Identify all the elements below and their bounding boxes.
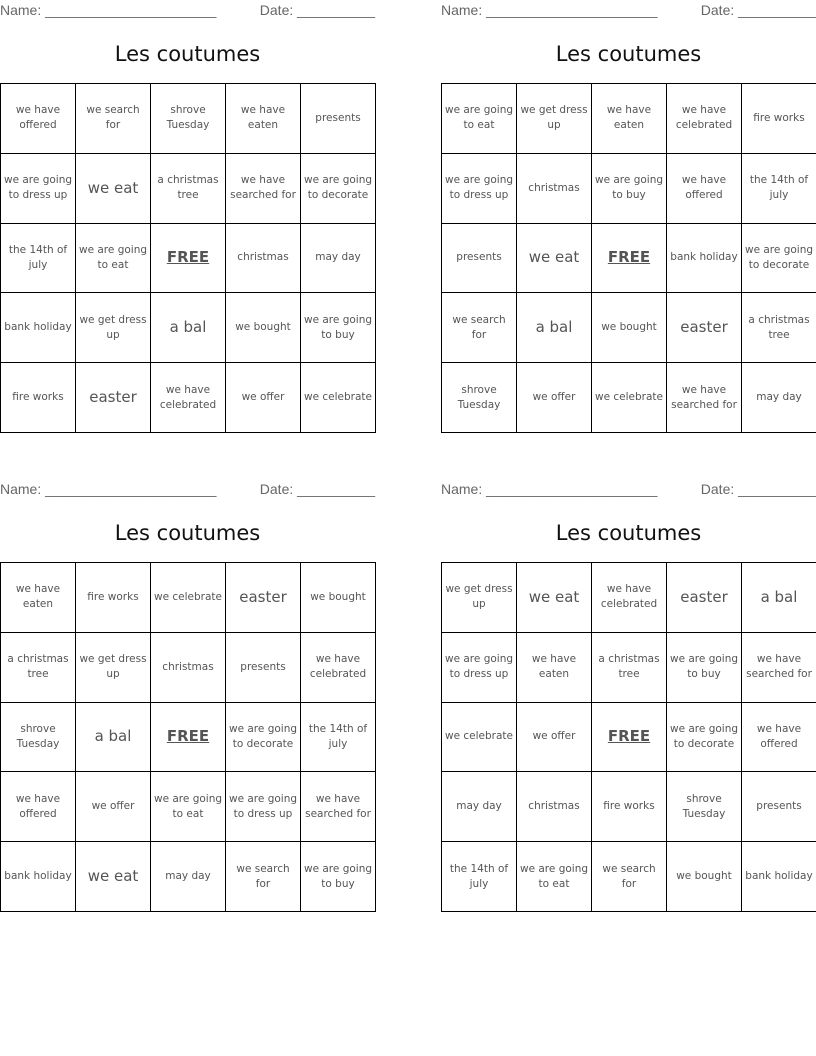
bingo-cell: fire works xyxy=(592,772,667,842)
bingo-cell: we have searched for xyxy=(667,363,742,433)
bingo-cell: we bought xyxy=(667,842,742,912)
grid-row xyxy=(442,563,816,633)
bingo-cell: fire works xyxy=(1,363,76,433)
grid-row xyxy=(442,363,816,433)
card-title: Les coutumes xyxy=(114,42,261,66)
bingo-cell: we have offered xyxy=(1,84,76,154)
bingo-cell: the 14th of july xyxy=(301,702,376,772)
bingo-cell: we offer xyxy=(76,772,151,842)
grid-row xyxy=(1,563,376,633)
bingo-cell: shrove Tuesday xyxy=(667,772,742,842)
bingo-cell: presents xyxy=(226,632,301,702)
bingo-cell: fire works xyxy=(742,84,816,154)
bingo-cell: we celebrate xyxy=(151,563,226,633)
grid-row xyxy=(442,632,816,702)
bingo-cell: we are going to eat xyxy=(442,84,517,154)
grid-row xyxy=(442,772,816,842)
bingo-cell: easter xyxy=(76,363,151,433)
bingo-grid xyxy=(0,562,376,912)
bingo-cell: presents xyxy=(742,772,816,842)
bingo-cell: we are going to dress up xyxy=(442,632,517,702)
bingo-cell: we get dress up xyxy=(76,293,151,363)
bingo-cell: may day xyxy=(442,772,517,842)
bingo-cell: we have celebrated xyxy=(151,363,226,433)
date-field[interactable]: Date: __________ xyxy=(259,2,375,18)
bingo-cell: the 14th of july xyxy=(442,842,517,912)
date-field[interactable]: Date: __________ xyxy=(700,481,816,497)
bingo-cell: a bal xyxy=(517,293,592,363)
bingo-cell: fire works xyxy=(76,563,151,633)
bingo-cell: we are going to dress up xyxy=(1,153,76,223)
bingo-cell: bank holiday xyxy=(1,293,76,363)
bingo-cell: we are going to eat xyxy=(151,772,226,842)
card-title: Les coutumes xyxy=(555,42,702,66)
bingo-cell: we eat xyxy=(76,842,151,912)
name-date-line xyxy=(0,2,375,22)
bingo-cell: a christmas tree xyxy=(151,153,226,223)
bingo-cell: we offer xyxy=(517,702,592,772)
bingo-cell: we eat xyxy=(517,223,592,293)
bingo-cell: bank holiday xyxy=(1,842,76,912)
bingo-cell: the 14th of july xyxy=(1,223,76,293)
bingo-cell: we are going to decorate xyxy=(301,153,376,223)
bingo-cell: christmas xyxy=(517,153,592,223)
grid-row xyxy=(442,223,816,293)
bingo-cell: may day xyxy=(151,842,226,912)
free-space: FREE xyxy=(592,702,667,772)
card-title: Les coutumes xyxy=(114,521,261,545)
bingo-cell: may day xyxy=(301,223,376,293)
bingo-cell: we bought xyxy=(301,563,376,633)
bingo-cell: we are going to buy xyxy=(301,842,376,912)
bingo-cell: bank holiday xyxy=(667,223,742,293)
bingo-cell: we are going to decorate xyxy=(667,702,742,772)
grid-row xyxy=(1,223,376,293)
bingo-cell: we are going to dress up xyxy=(442,153,517,223)
bingo-cell: christmas xyxy=(517,772,592,842)
bingo-cell: we celebrate xyxy=(592,363,667,433)
bingo-cell: we are going to buy xyxy=(592,153,667,223)
bingo-cell: we have celebrated xyxy=(667,84,742,154)
bingo-cell: we are going to buy xyxy=(667,632,742,702)
bingo-cell: christmas xyxy=(226,223,301,293)
grid-row xyxy=(1,842,376,912)
bingo-cell: a christmas tree xyxy=(1,632,76,702)
bingo-cell: we bought xyxy=(592,293,667,363)
name-date-line xyxy=(0,481,375,501)
grid-row xyxy=(1,632,376,702)
bingo-cell: we search for xyxy=(442,293,517,363)
bingo-grid xyxy=(441,562,816,912)
name-field[interactable]: Name: ______________________ xyxy=(441,481,658,497)
bingo-cell: we are going to decorate xyxy=(742,223,816,293)
grid-row xyxy=(1,293,376,363)
bingo-cell: we have eaten xyxy=(517,632,592,702)
bingo-cell: shrove Tuesday xyxy=(151,84,226,154)
bingo-cell: we have searched for xyxy=(742,632,816,702)
bingo-cell: we have searched for xyxy=(226,153,301,223)
bingo-cell: we get dress up xyxy=(76,632,151,702)
bingo-grid xyxy=(0,83,376,433)
bingo-cell: bank holiday xyxy=(742,842,816,912)
grid-row xyxy=(1,702,376,772)
bingo-cell: easter xyxy=(667,293,742,363)
bingo-cell: we have offered xyxy=(1,772,76,842)
grid-row xyxy=(1,772,376,842)
bingo-cell: we search for xyxy=(76,84,151,154)
bingo-cell: we search for xyxy=(592,842,667,912)
bingo-cell: we have eaten xyxy=(1,563,76,633)
bingo-cell: easter xyxy=(667,563,742,633)
bingo-cell: we eat xyxy=(76,153,151,223)
bingo-cell: we are going to eat xyxy=(76,223,151,293)
card-title: Les coutumes xyxy=(555,521,702,545)
free-space: FREE xyxy=(592,223,667,293)
bingo-cell: a bal xyxy=(76,702,151,772)
bingo-cell: the 14th of july xyxy=(742,153,816,223)
grid-row xyxy=(1,84,376,154)
bingo-cell: shrove Tuesday xyxy=(1,702,76,772)
name-date-line xyxy=(441,2,816,22)
bingo-cell: we have celebrated xyxy=(301,632,376,702)
grid-row xyxy=(442,153,816,223)
bingo-cell: we have searched for xyxy=(301,772,376,842)
grid-row xyxy=(1,363,376,433)
bingo-cell: we eat xyxy=(517,563,592,633)
bingo-cell: we have offered xyxy=(742,702,816,772)
grid-row xyxy=(442,842,816,912)
bingo-grid xyxy=(441,83,816,433)
bingo-cell: we offer xyxy=(226,363,301,433)
grid-row xyxy=(442,84,816,154)
bingo-cell: we celebrate xyxy=(301,363,376,433)
grid-row xyxy=(442,293,816,363)
bingo-cell: a christmas tree xyxy=(742,293,816,363)
bingo-cell: easter xyxy=(226,563,301,633)
bingo-cell: we bought xyxy=(226,293,301,363)
date-field[interactable]: Date: __________ xyxy=(259,481,375,497)
bingo-cell: we have eaten xyxy=(592,84,667,154)
bingo-cell: we search for xyxy=(226,842,301,912)
bingo-cell: we are going to dress up xyxy=(226,772,301,842)
free-space: FREE xyxy=(151,223,226,293)
bingo-cell: presents xyxy=(442,223,517,293)
date-field[interactable]: Date: __________ xyxy=(700,2,816,18)
bingo-cell: shrove Tuesday xyxy=(442,363,517,433)
bingo-cell: we celebrate xyxy=(442,702,517,772)
free-space: FREE xyxy=(151,702,226,772)
name-field[interactable]: Name: ______________________ xyxy=(0,2,217,18)
grid-row xyxy=(442,702,816,772)
bingo-cell: we are going to decorate xyxy=(226,702,301,772)
bingo-cell: may day xyxy=(742,363,816,433)
bingo-cell: we offer xyxy=(517,363,592,433)
bingo-cell: presents xyxy=(301,84,376,154)
bingo-cell: a bal xyxy=(151,293,226,363)
bingo-cell: a bal xyxy=(742,563,816,633)
bingo-cell: we get dress up xyxy=(517,84,592,154)
name-field[interactable]: Name: ______________________ xyxy=(0,481,217,497)
bingo-cell: christmas xyxy=(151,632,226,702)
bingo-cell: we have celebrated xyxy=(592,563,667,633)
bingo-cell: we are going to eat xyxy=(517,842,592,912)
name-date-line xyxy=(441,481,816,501)
bingo-cell: we are going to buy xyxy=(301,293,376,363)
grid-row xyxy=(1,153,376,223)
bingo-cell: we have offered xyxy=(667,153,742,223)
bingo-cell: we get dress up xyxy=(442,563,517,633)
bingo-cell: a christmas tree xyxy=(592,632,667,702)
name-field[interactable]: Name: ______________________ xyxy=(441,2,658,18)
bingo-cell: we have eaten xyxy=(226,84,301,154)
